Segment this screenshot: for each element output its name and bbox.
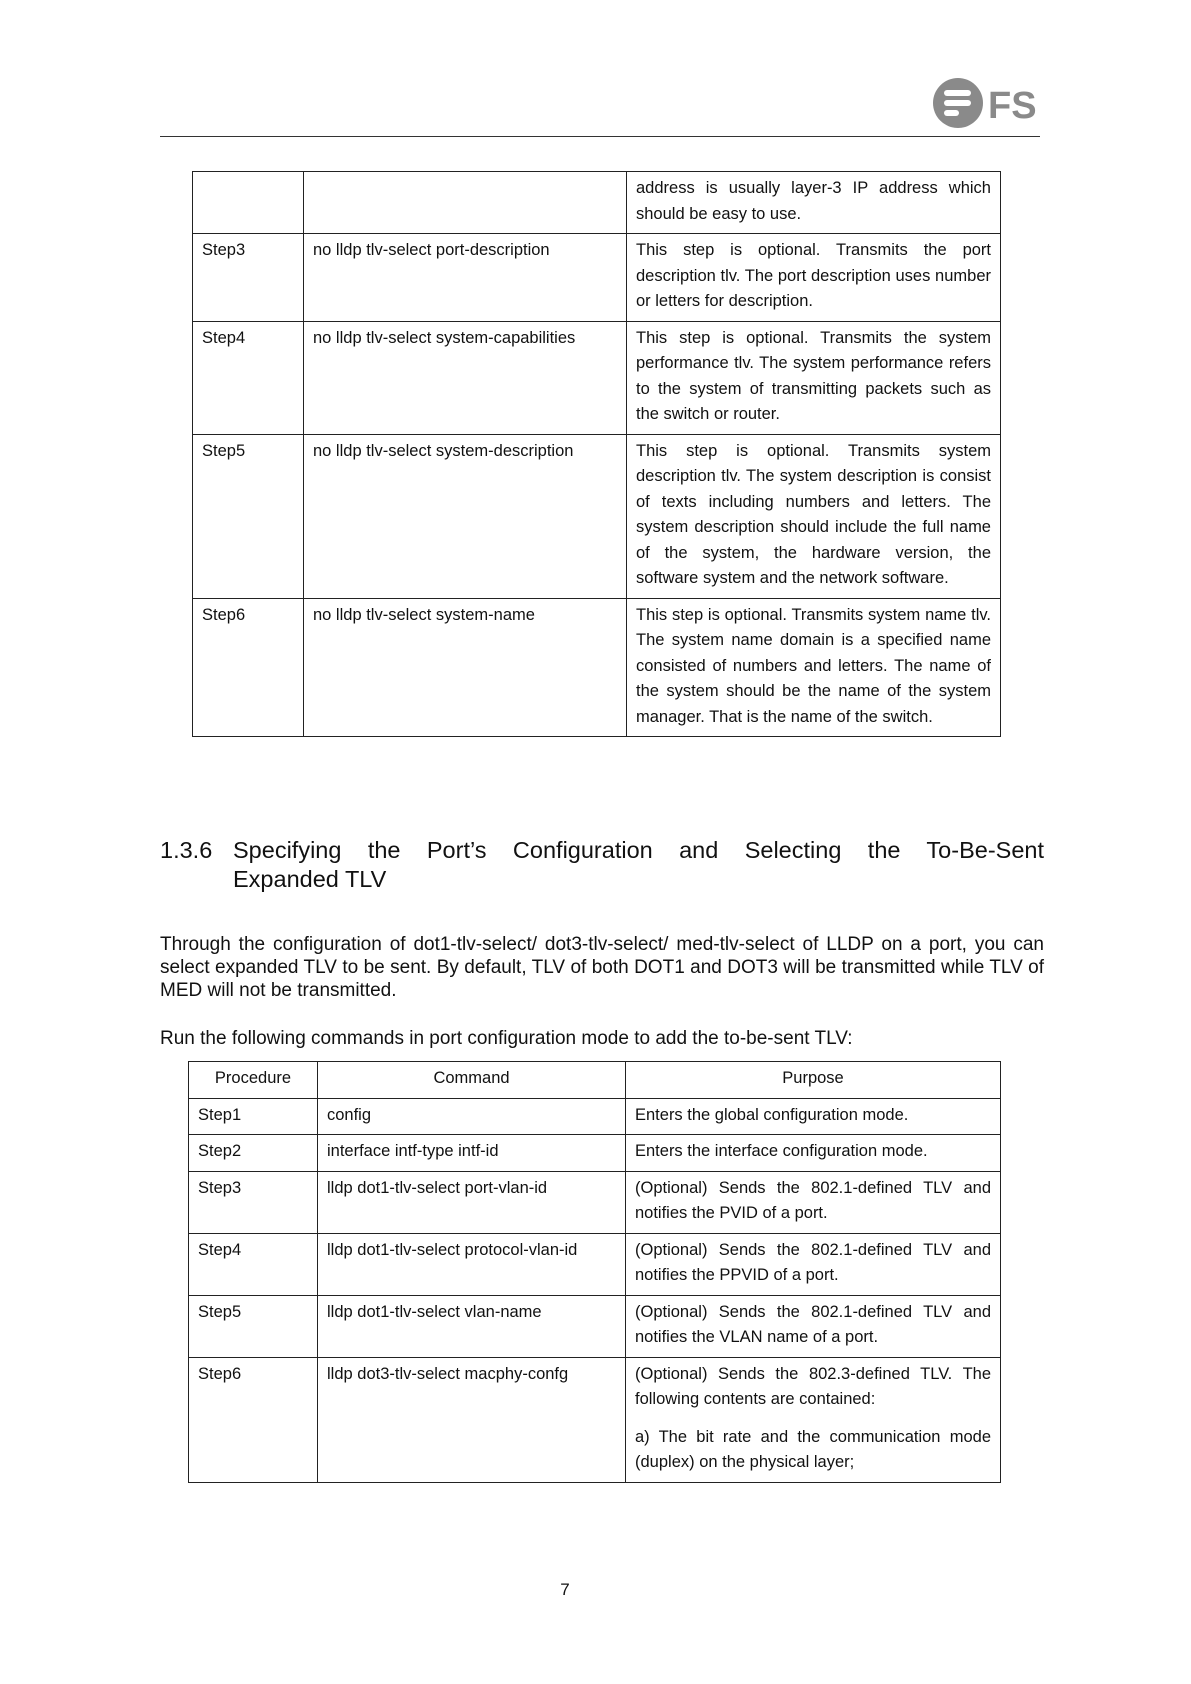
fs-logo-text: FS — [988, 85, 1037, 127]
table-row — [193, 598, 1001, 737]
purpose-cell: This step is optional. Transmits system name tlv. The system name domain is a specified name consisted of numbers and letters. The name of the system should be the name of the system manager. That is the name of the switch. — [627, 598, 1001, 737]
procedure-table — [188, 1061, 1001, 1483]
purpose-cell: (Optional) Sends the 802.1-defined TLV and notifies the PPVID of a port. — [626, 1233, 1001, 1295]
section-title — [233, 836, 1044, 894]
purpose-cell: (Optional) Sends the 802.1-defined TLV and notifies the VLAN name of a port. — [626, 1295, 1001, 1357]
command-cell: config — [318, 1098, 626, 1135]
step-cell: Step4 — [189, 1233, 318, 1295]
step-cell: Step3 — [189, 1171, 318, 1233]
step-cell: Step5 — [193, 434, 304, 598]
command-cell: lldp dot3-tlv-select macphy-confg — [318, 1357, 626, 1482]
purpose-cell: This step is optional. Transmits system description tlv. The system description is consist of texts including numbers and letters. The system description should include the full name of the system, the hardware version, the software system and the network software. — [627, 434, 1001, 598]
table-row — [189, 1295, 1001, 1357]
run-commands-paragraph: Run the following commands in port configuration mode to add the to-be-sent TLV: — [160, 1028, 853, 1049]
step-cell: Step5 — [189, 1295, 318, 1357]
command-cell: lldp dot1-tlv-select vlan-name — [318, 1295, 626, 1357]
table-row — [189, 1357, 1001, 1482]
purpose-cell: (Optional) Sends the 802.1-defined TLV and notifies the PVID of a port. — [626, 1171, 1001, 1233]
section-title-line2: Expanded TLV — [233, 866, 387, 892]
step-cell: Step6 — [193, 598, 304, 737]
table-row — [193, 434, 1001, 598]
table-row — [189, 1135, 1001, 1172]
section-heading — [160, 836, 1044, 894]
command-cell: lldp dot1-tlv-select port-vlan-id — [318, 1171, 626, 1233]
command-cell — [304, 172, 627, 234]
purpose-cell — [626, 1357, 1001, 1482]
table-row — [189, 1171, 1001, 1233]
step-cell: Step3 — [193, 234, 304, 322]
table-row — [189, 1233, 1001, 1295]
header-rule — [160, 136, 1040, 137]
page-number: 7 — [560, 1580, 570, 1599]
command-header: Command — [318, 1062, 626, 1099]
section-number: 1.3.6 — [160, 837, 213, 863]
section-title-line1: Specifying the Port’s Configuration and Selecting the To-Be-Sent — [233, 837, 1044, 863]
step-cell: Step2 — [189, 1135, 318, 1172]
step-cell: Step6 — [189, 1357, 318, 1482]
purpose-cell: This step is optional. Transmits the system performance tlv. The system performance refers to the system of transmitting packets such as the switch or router. — [627, 321, 1001, 434]
procedure-header: Procedure — [189, 1062, 318, 1099]
step-cell: Step4 — [193, 321, 304, 434]
step-cell: Step1 — [189, 1098, 318, 1135]
command-cell: no lldp tlv-select system-name — [304, 598, 627, 737]
tlv-select-table — [192, 171, 1001, 737]
table-row — [193, 234, 1001, 322]
command-cell: no lldp tlv-select port-description — [304, 234, 627, 322]
command-cell: no lldp tlv-select system-description — [304, 434, 627, 598]
command-cell: interface intf-type intf-id — [318, 1135, 626, 1172]
purpose-cell: address is usually layer-3 IP address which should be easy to use. — [627, 172, 1001, 234]
fs-logo-icon — [932, 76, 1042, 130]
purpose-text: (Optional) Sends the 802.3-defined TLV. The following contents are contained: — [635, 1364, 991, 1408]
table-row — [193, 321, 1001, 434]
table-header-row — [189, 1062, 1001, 1099]
command-cell: lldp dot1-tlv-select protocol-vlan-id — [318, 1233, 626, 1295]
command-cell: no lldp tlv-select system-capabilities — [304, 321, 627, 434]
purpose-header: Purpose — [626, 1062, 1001, 1099]
table-row — [193, 172, 1001, 234]
intro-paragraph: Through the configuration of dot1-tlv-select/ dot3-tlv-select/ med-tlv-select of LLDP on a port, you can select expanded TLV to be sent. By default, TLV of both DOT1 and DOT3 will be transmitted while TLV of MED will not be transmitted. — [160, 934, 1044, 1001]
purpose-extra-text: a) The bit rate and the communication mode (duplex) on the physical layer; — [635, 1427, 991, 1471]
purpose-cell: Enters the global configuration mode. — [626, 1098, 1001, 1135]
step-cell — [193, 172, 304, 234]
purpose-cell: Enters the interface configuration mode. — [626, 1135, 1001, 1172]
table-row — [189, 1098, 1001, 1135]
purpose-cell: This step is optional. Transmits the port description tlv. The port description uses number or letters for description. — [627, 234, 1001, 322]
